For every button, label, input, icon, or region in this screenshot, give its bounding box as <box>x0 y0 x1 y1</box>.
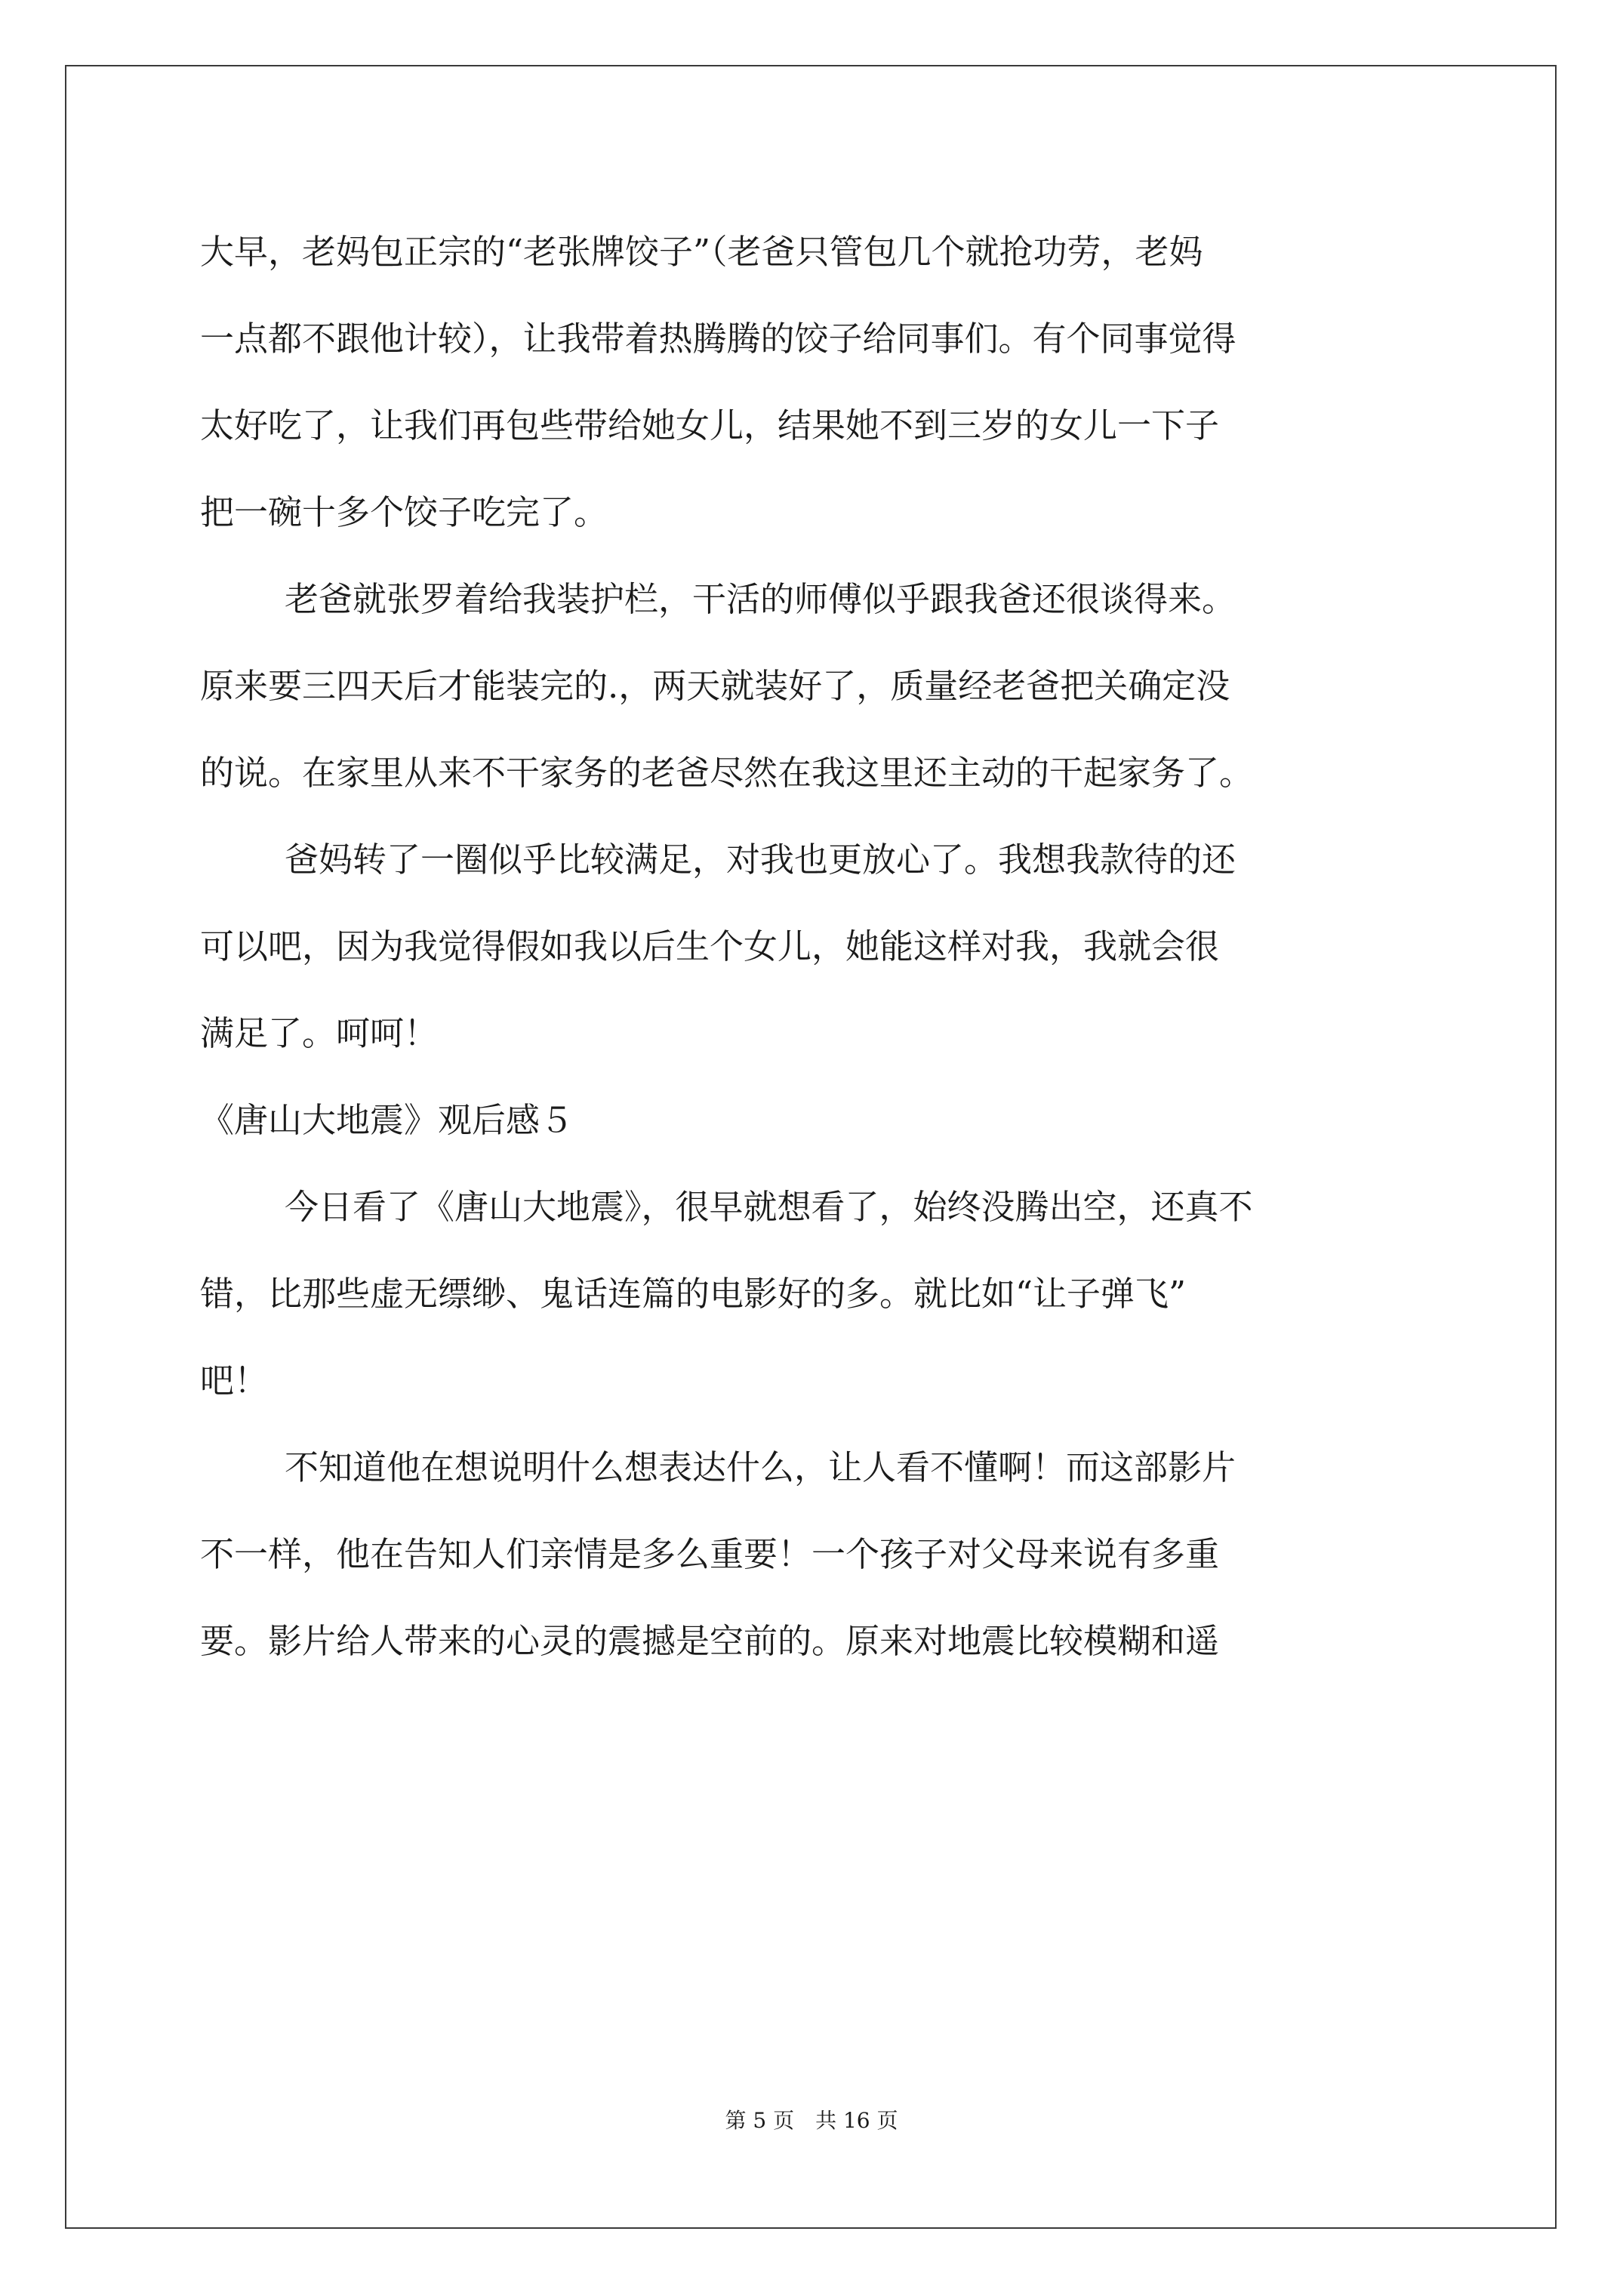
paragraph-first-line: 老爸就张罗着给我装护栏，干活的师傅似乎跟我爸还很谈得来。 <box>285 579 1236 619</box>
text-line: 要。影片给人带来的心灵的震撼是空前的。原来对地震比较模糊和遥 <box>200 1621 1220 1661</box>
text-line: 太好吃了，让我们再包些带给她女儿，结果她不到三岁的女儿一下子 <box>200 405 1220 445</box>
text-line: 把一碗十多个饺子吃完了。 <box>200 492 608 532</box>
text-line: 吧！ <box>200 1361 269 1401</box>
paragraph-first-line: 不知道他在想说明什么想表达什么，让人看不懂啊！而这部影片 <box>285 1447 1236 1487</box>
text-line: 满足了。呵呵！ <box>200 1013 439 1053</box>
paragraph-first-line: 爸妈转了一圈似乎比较满足，对我也更放心了。我想我款待的还 <box>285 840 1236 880</box>
text-line: 不一样，他在告知人们亲情是多么重要！一个孩子对父母来说有多重 <box>200 1534 1220 1574</box>
paragraph-first-line: 今日看了《唐山大地震》，很早就想看了，始终没腾出空，还真不 <box>285 1187 1253 1227</box>
text-line: 原来要三四天后才能装完的.，两天就装好了，质量经老爸把关确定没 <box>200 666 1230 706</box>
page-number-footer: 第 5 页 共 16 页 <box>725 2108 898 2133</box>
text-line: 的说。在家里从来不干家务的老爸尽然在我这里还主动的干起家务了。 <box>200 753 1254 793</box>
text-line: 一点都不跟他计较），让我带着热腾腾的饺子给同事们。有个同事觉得 <box>200 319 1236 359</box>
text-line: 错，比那些虚无缥缈、鬼话连篇的电影好的多。就比如“让子弹飞” <box>200 1274 1187 1314</box>
text-line: 大早，老妈包正宗的“老张牌饺子”（老爸只管包几个就抢功劳，老妈 <box>200 232 1203 272</box>
text-line: 可以吧，因为我觉得假如我以后生个女儿，她能这样对我，我就会很 <box>200 926 1220 966</box>
section-heading: 《唐山大地震》观后感５ <box>200 1100 574 1140</box>
page-border <box>65 65 1557 2229</box>
